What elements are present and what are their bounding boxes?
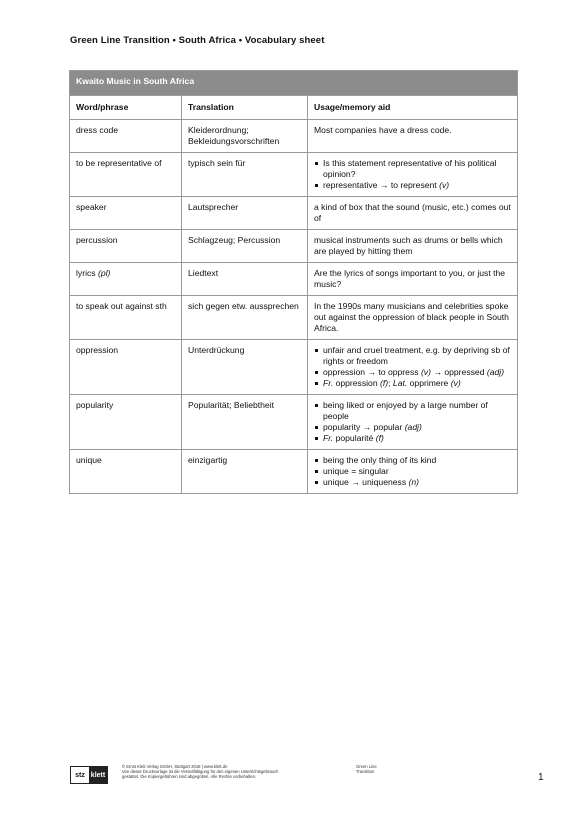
word-cell: lyrics (pl) <box>70 263 182 296</box>
table-row <box>70 230 518 263</box>
word-cell: popularity <box>70 395 182 450</box>
page-title: Green Line Transition • South Africa • Vocabulary sheet <box>70 35 325 46</box>
logo-part-stz: stz <box>71 767 89 783</box>
translation-cell: Popularität; Beliebtheit <box>182 395 308 450</box>
usage-bullet: Fr. popularité (f) <box>314 433 512 444</box>
usage-cell <box>308 340 518 395</box>
translation-cell: Schlagzeug; Percussion <box>182 230 308 263</box>
word-cell: dress code <box>70 120 182 153</box>
usage-cell: musical instruments such as drums or bells which are played by hitting them <box>308 230 518 263</box>
usage-cell: Are the lyrics of songs important to you, or just the music? <box>308 263 518 296</box>
table-title: Kwaito Music in South Africa <box>70 71 518 96</box>
usage-bullet: being liked or enjoyed by a large number of people <box>314 400 512 422</box>
translation-cell: typisch sein für <box>182 153 308 197</box>
series-name <box>356 764 377 774</box>
usage-bullet: unfair and cruel treatment, e.g. by depriving sb of rights or freedom <box>314 345 512 367</box>
word-cell: percussion <box>70 230 182 263</box>
usage-cell <box>308 450 518 494</box>
usage-bullet: Is this statement representative of his political opinion? <box>314 158 512 180</box>
word-cell: oppression <box>70 340 182 395</box>
publisher-logo <box>70 766 108 784</box>
column-header-translation: Translation <box>182 96 308 120</box>
table-row <box>70 395 518 450</box>
page-number: 1 <box>538 772 544 783</box>
copyright-line: Von dieser Druckvorlage ist die Vervielfältigung für den eigenen Unterrichtsgebrauch <box>122 769 279 775</box>
table-row <box>70 120 518 153</box>
column-header-usage: Usage/memory aid <box>308 96 518 120</box>
table-row <box>70 340 518 395</box>
table-row <box>70 450 518 494</box>
usage-bullet: oppression → to oppress (v) → oppressed (adj) <box>314 367 512 378</box>
copyright-line: © Ernst Klett Verlag GmbH, Stuttgart 2018 | www.klett.de <box>122 764 228 769</box>
usage-bullet: representative → to represent (v) <box>314 180 512 191</box>
translation-cell: Lautsprecher <box>182 197 308 230</box>
series-line: Transition <box>356 769 375 775</box>
usage-bullet: unique → uniqueness (n) <box>314 477 512 488</box>
word-cell: unique <box>70 450 182 494</box>
usage-cell: Most companies have a dress code. <box>308 120 518 153</box>
translation-cell: Liedtext <box>182 263 308 296</box>
table-row <box>70 197 518 230</box>
translation-cell: sich gegen etw. aussprechen <box>182 296 308 340</box>
vocabulary-table <box>69 70 518 494</box>
word-cell: speaker <box>70 197 182 230</box>
table-row <box>70 263 518 296</box>
usage-cell <box>308 395 518 450</box>
word-cell: to speak out against sth <box>70 296 182 340</box>
translation-cell: einzigartig <box>182 450 308 494</box>
logo-part-klett: klett <box>89 767 107 783</box>
usage-cell: In the 1990s many musicians and celebrities spoke out against the oppression of black people in South Africa. <box>308 296 518 340</box>
table-row <box>70 153 518 197</box>
copyright-line: gestattet. Die Kopiergebühren sind abgegolten. Alle Rechte vorbehalten. <box>122 774 257 780</box>
usage-bullet: Fr. oppression (f); Lat. opprimere (v) <box>314 378 512 389</box>
series-line: Green Line <box>356 764 377 769</box>
copyright-notice <box>122 764 332 780</box>
usage-bullet: being the only thing of its kind <box>314 455 512 466</box>
usage-bullet: popularity → popular (adj) <box>314 422 512 433</box>
usage-bullet: unique = singular <box>314 466 512 477</box>
translation-cell: Unterdrückung <box>182 340 308 395</box>
usage-cell <box>308 153 518 197</box>
translation-cell: Kleiderordnung; Bekleidungsvorschriften <box>182 120 308 153</box>
word-cell: to be representative of <box>70 153 182 197</box>
column-header-word: Word/phrase <box>70 96 182 120</box>
table-row <box>70 296 518 340</box>
usage-cell: a kind of box that the sound (music, etc.) comes out of <box>308 197 518 230</box>
